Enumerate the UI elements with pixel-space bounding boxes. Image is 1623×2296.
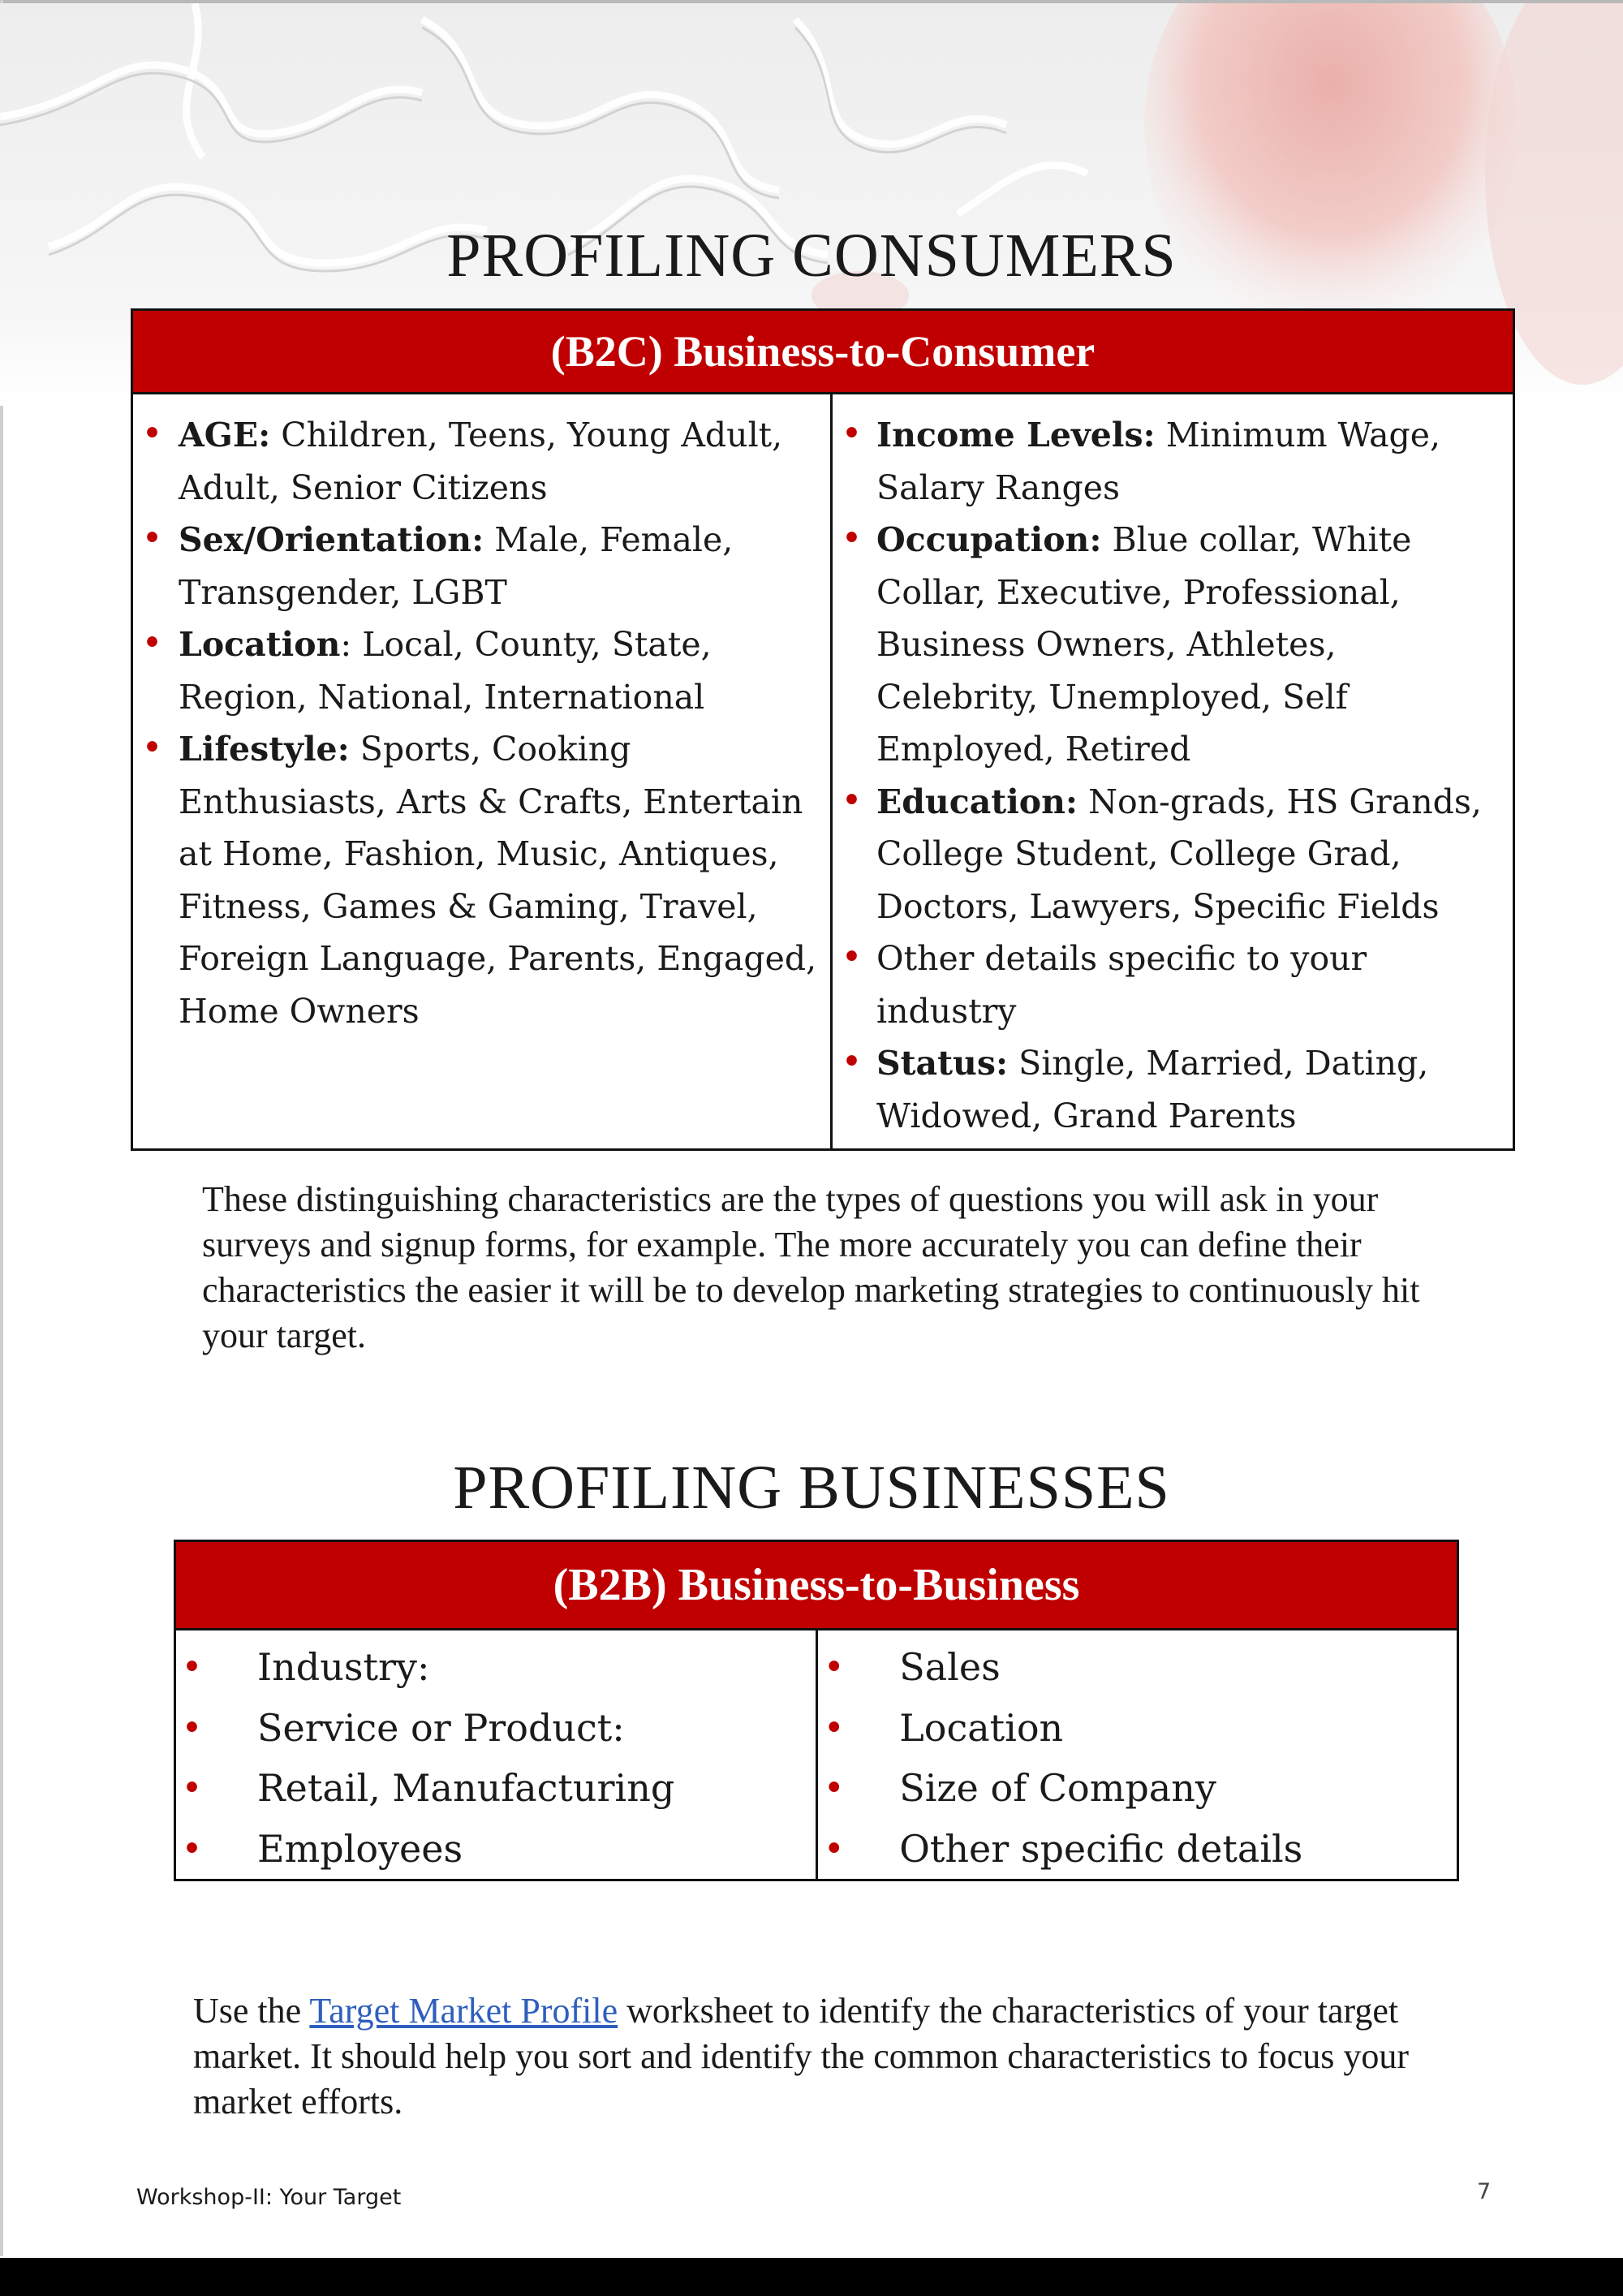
item-label: Education: — [876, 782, 1078, 821]
b2c-right-column — [832, 394, 1514, 1150]
b2c-right-list — [833, 409, 1508, 1142]
profiling-consumers-heading: PROFILING CONSUMERS — [446, 222, 1177, 290]
list-item — [176, 1758, 816, 1819]
bullet-icon: • — [824, 1650, 844, 1684]
bullet-icon: • — [183, 1771, 202, 1805]
item-text: Employees — [257, 1826, 463, 1871]
bullet-icon: • — [842, 782, 862, 817]
b2b-left-column — [175, 1630, 817, 1880]
b2b-right-list — [818, 1637, 1457, 1879]
item-label: AGE: — [179, 416, 271, 454]
list-item — [818, 1637, 1457, 1698]
item-text: Sports, Cooking Enthusiasts, Arts & Crafts, Entertain at Home, Fashion, Music, Antiques, Fitness, Games & Gaming, Travel, Foreign Language, Parents, Engaged, Home Owners — [179, 730, 817, 1031]
footer-workshop-label: Workshop-II: Your Target — [136, 2185, 402, 2210]
b2b-profile-table — [174, 1540, 1459, 1881]
list-item — [818, 1698, 1457, 1759]
bullet-icon: • — [842, 1045, 862, 1079]
item-text: Industry: — [257, 1645, 430, 1689]
bullet-icon: • — [824, 1710, 844, 1745]
worksheet-paragraph-before: Use the — [193, 1991, 310, 2031]
item-label: Lifestyle: — [179, 730, 350, 769]
bullet-icon: • — [143, 730, 162, 765]
list-item — [133, 409, 825, 514]
bullet-icon: • — [842, 521, 862, 555]
bullet-icon: • — [183, 1831, 202, 1866]
target-market-profile-link[interactable]: Target Market Profile — [309, 1991, 618, 2031]
item-text: Minimum Wage, Salary Ranges — [876, 416, 1441, 507]
item-text: Sales — [899, 1645, 1001, 1689]
bullet-icon: • — [183, 1710, 202, 1745]
list-item — [818, 1819, 1457, 1880]
list-item — [833, 514, 1508, 776]
bullet-icon: • — [183, 1650, 202, 1684]
item-text: Retail, Manufacturing — [257, 1766, 675, 1810]
page-number: 7 — [1477, 2179, 1492, 2204]
list-item — [176, 1819, 816, 1880]
item-label: Status: — [876, 1044, 1009, 1083]
list-item — [176, 1637, 816, 1698]
list-item — [133, 618, 825, 723]
b2b-table-title: (B2B) Business-to-Business — [175, 1541, 1458, 1630]
b2b-left-list — [176, 1637, 816, 1879]
item-text: Other details specific to your industry — [876, 939, 1367, 1031]
item-text: Size of Company — [899, 1766, 1216, 1810]
bullet-icon: • — [143, 416, 162, 450]
list-item — [833, 776, 1508, 933]
item-text: Other specific details — [899, 1826, 1303, 1871]
item-label: Income Levels: — [876, 416, 1156, 454]
bullet-icon: • — [143, 521, 162, 555]
list-item — [133, 723, 825, 1037]
list-item — [133, 514, 825, 618]
list-item — [833, 409, 1508, 514]
item-label: Occupation: — [876, 520, 1102, 559]
bullet-icon: • — [143, 626, 162, 660]
list-item — [833, 933, 1508, 1037]
bullet-icon: • — [842, 416, 862, 450]
b2c-table-title: (B2C) Business-to-Consumer — [132, 310, 1514, 394]
b2b-right-column — [817, 1630, 1458, 1880]
list-item — [176, 1698, 816, 1759]
item-text: Male, Female, Transgender, LGBT — [179, 520, 734, 612]
item-text: Single, Married, Dating, Widowed, Grand Parents — [876, 1044, 1429, 1135]
profiling-businesses-heading: PROFILING BUSINESSES — [453, 1454, 1170, 1522]
bullet-icon: • — [824, 1771, 844, 1805]
b2c-profile-table — [131, 308, 1515, 1151]
item-text: Non-grads, HS Grands, College Student, College Grad, Doctors, Lawyers, Specific Fields — [876, 782, 1482, 926]
b2c-left-column — [132, 394, 832, 1150]
worksheet-paragraph-after: worksheet to identify the characteristics of your target market. It should help you sort and identify the common characteristics to focus your market efforts. — [193, 1991, 1410, 2122]
item-text: Blue collar, White Collar, Executive, Professional, Business Owners, Athletes, Celebrity, Unemployed, Self Employed, Retired — [876, 520, 1412, 769]
characteristics-paragraph: These distinguishing characteristics are the types of questions you will ask in your surveys and signup forms, for example. The more accurately you can define their characteristics the easier it will be to develop marketing strategies to continuously hit your target. — [202, 1179, 1420, 1355]
item-label: Sex/Orientation: — [179, 520, 484, 559]
item-text: Children, Teens, Young Adult, Adult, Senior Citizens — [179, 416, 783, 507]
worksheet-paragraph — [193, 1988, 1459, 2125]
bullet-icon: • — [824, 1831, 844, 1866]
item-text: Service or Product: — [257, 1705, 625, 1750]
list-item — [833, 1037, 1508, 1142]
item-text: : Local, County, State, Region, National, International — [179, 625, 712, 717]
item-text: Location — [899, 1705, 1064, 1750]
bottom-black-bar — [0, 2258, 1623, 2296]
bullet-icon: • — [842, 940, 862, 974]
b2c-left-list — [133, 409, 825, 1037]
item-label: Location — [179, 625, 341, 664]
list-item — [818, 1758, 1457, 1819]
